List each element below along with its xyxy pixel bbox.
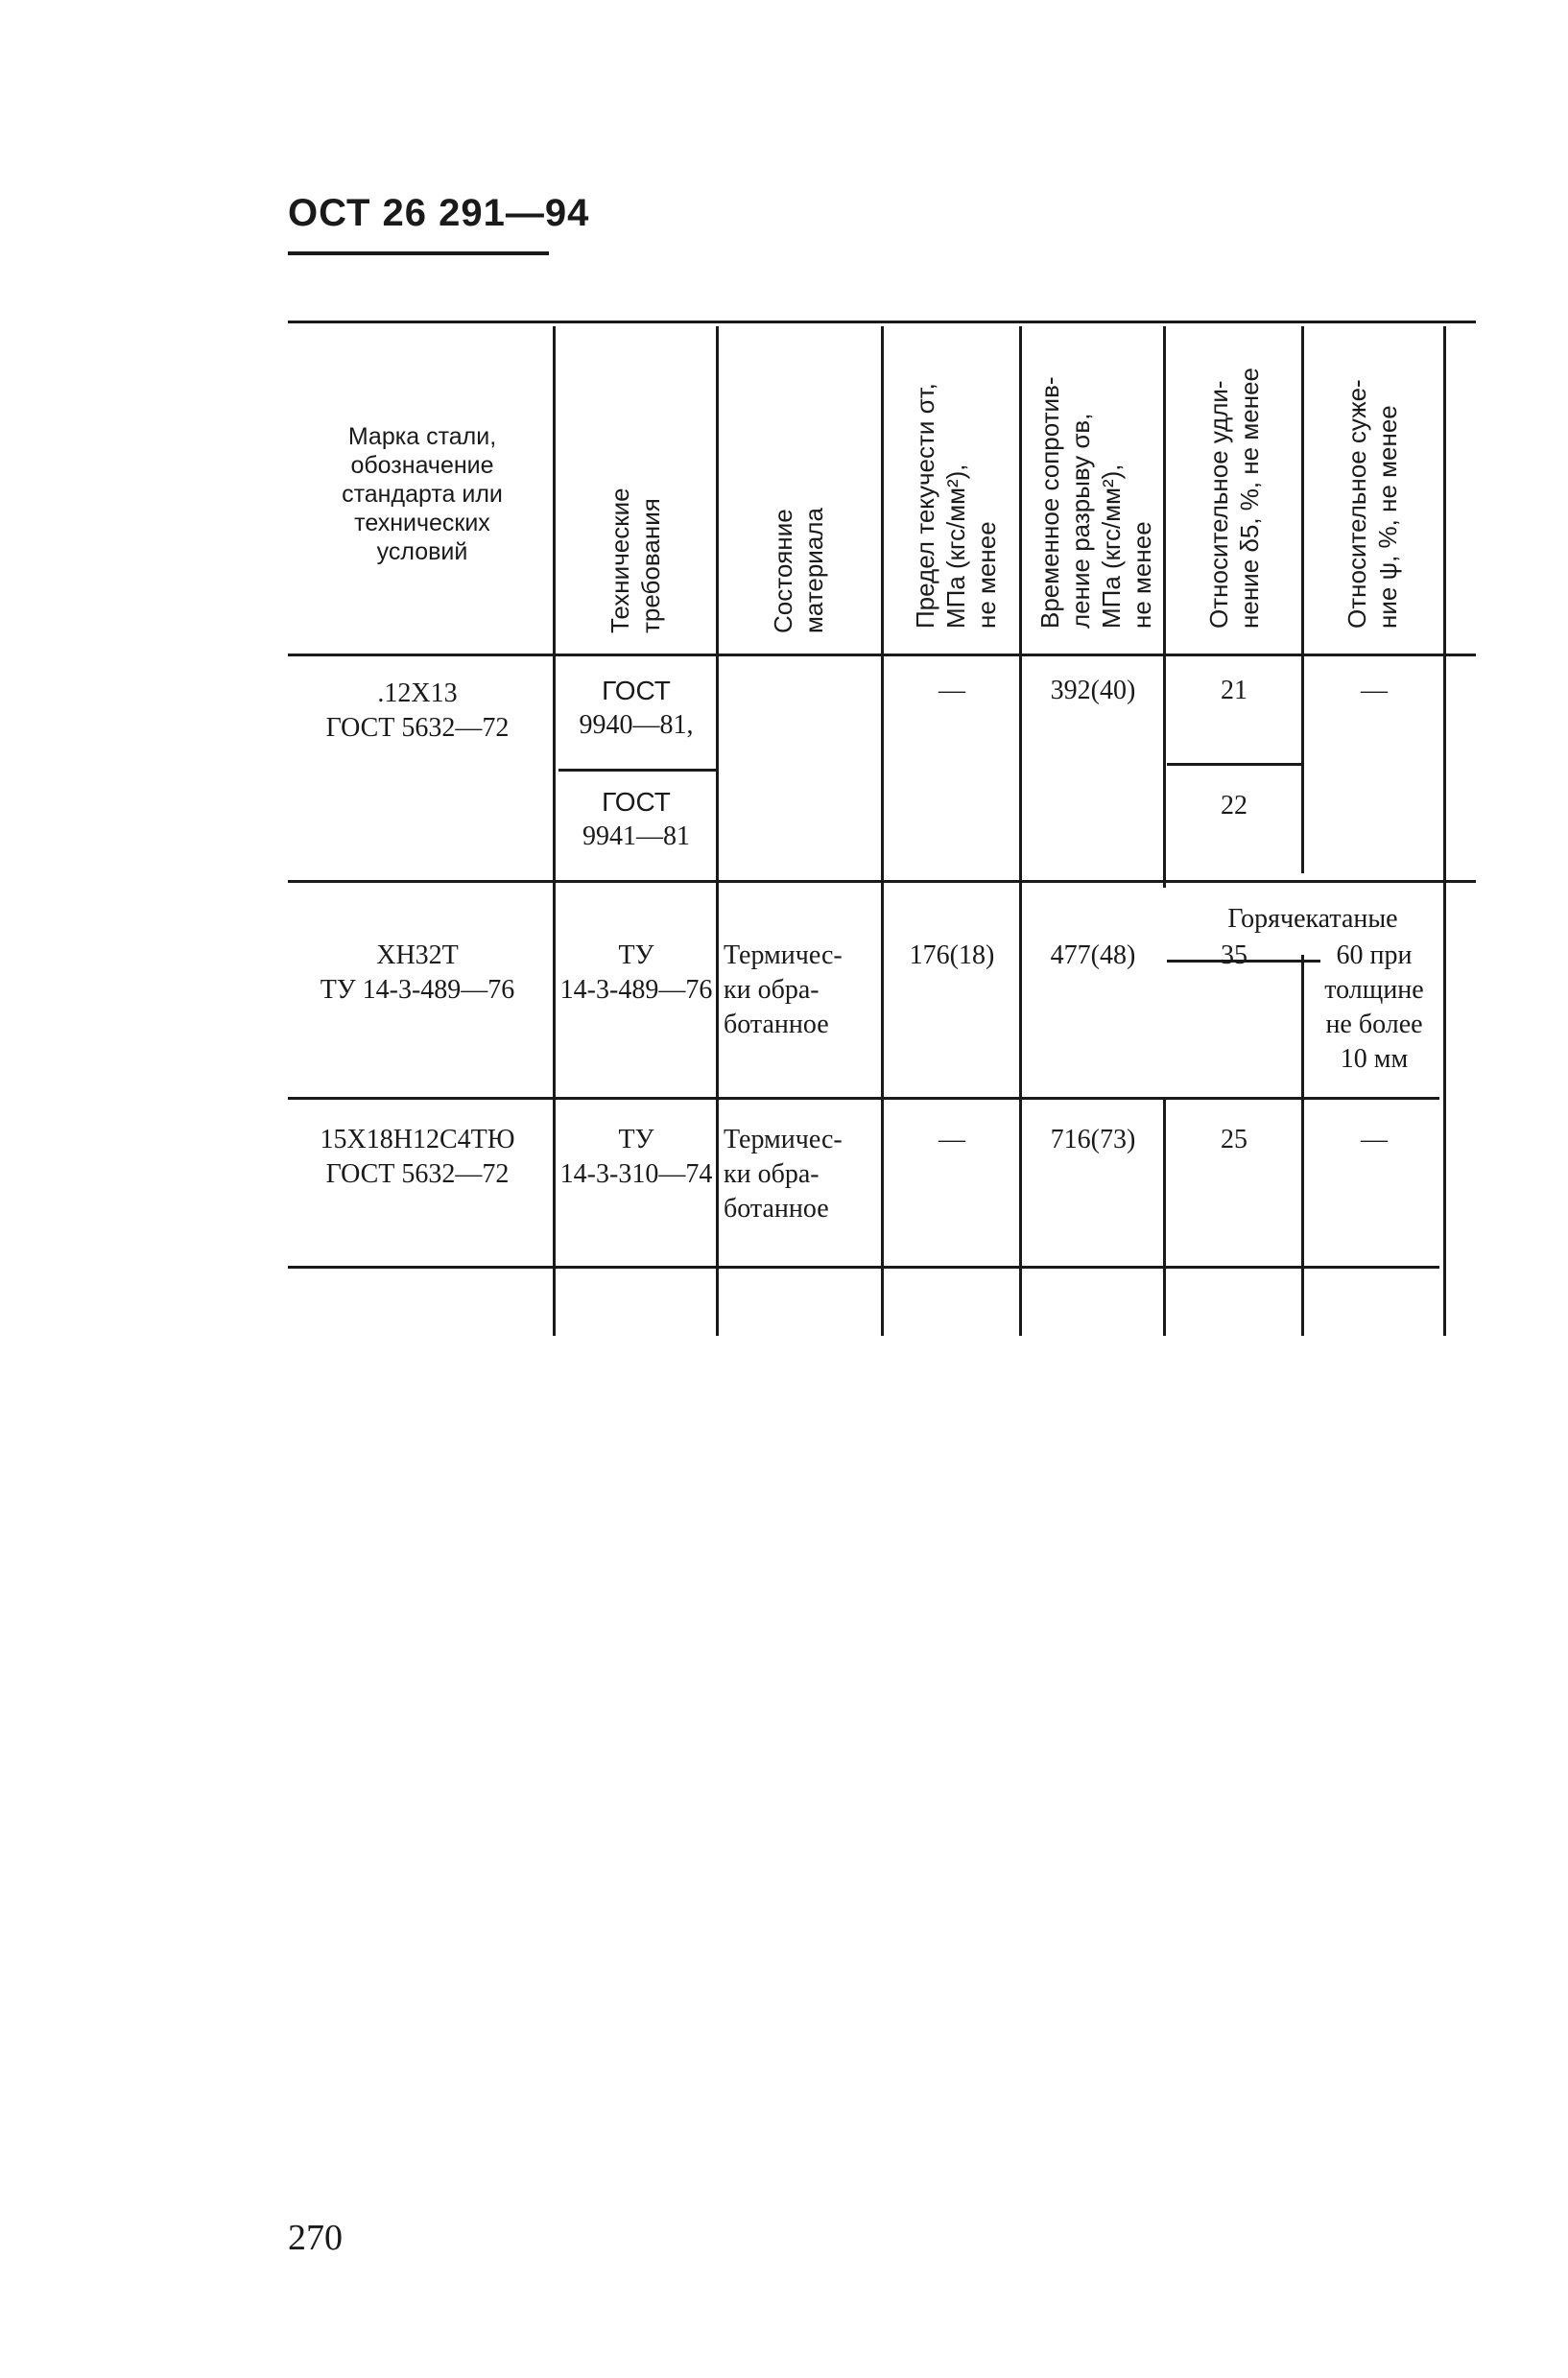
col-divider-6c: [1301, 1097, 1304, 1336]
col-divider-5b: [1163, 1097, 1166, 1336]
row3-grade: 15Х18Н12С4ТЮ ГОСТ 5632—72: [320, 1125, 515, 1189]
header-underline: [288, 251, 549, 255]
col-divider-2: [716, 326, 719, 1336]
row1-grade: .12Х13 ГОСТ 5632—72: [325, 678, 510, 743]
row3-state: Термичес- ки обра- ботанное: [724, 1125, 843, 1224]
col-divider-6: [1301, 326, 1304, 873]
header-yield: Предел текучести σт, МПа (кгс/мм²), не менее: [911, 383, 1001, 629]
row3-elongation: 25: [1221, 1125, 1247, 1154]
col-divider-4: [1019, 326, 1022, 1336]
header-tech: Технические требования: [606, 487, 665, 633]
row1-elongation-a: 21: [1221, 676, 1247, 705]
row2-span-note: Горячекатаные: [1227, 904, 1398, 934]
col-divider-3: [881, 326, 884, 1336]
row1-yield: —: [938, 676, 965, 705]
page-number: 270: [288, 2218, 343, 2258]
row2-state: Термичес- ки обра- ботанное: [724, 940, 843, 1039]
row2-tensile: 477(48): [1050, 940, 1136, 970]
row1-elongation-b: 22: [1221, 791, 1247, 820]
table-top-border: [288, 321, 1476, 323]
row2-elongation: 35: [1221, 940, 1247, 970]
row2-tech: ТУ 14-3-489—76: [559, 940, 713, 1005]
col-divider-1: [553, 326, 556, 1336]
header-elongation: Относительное удли- нение δ5, %, не менее: [1204, 368, 1264, 629]
row2-grade: ХН32Т ТУ 14-3-489—76: [320, 940, 515, 1005]
table-right-border: [1443, 326, 1446, 1336]
row3-tech: ТУ 14-3-310—74: [559, 1125, 713, 1189]
row3-bottom-border: [288, 1266, 1439, 1269]
row1-sub-divider-elong: [1167, 763, 1303, 766]
col-divider-5: [1163, 326, 1166, 888]
row2-bottom-border: [288, 1097, 1439, 1100]
row3-narrowing: —: [1361, 1125, 1388, 1154]
header-narrowing: Относительное суже- ние ψ, %, не менее: [1342, 379, 1402, 629]
document-header: ОСТ 26 291—94: [288, 192, 590, 234]
header-state: Состояние материала: [769, 508, 828, 633]
row3-yield: —: [938, 1125, 965, 1154]
header-grade: Марка стали, обозначение стандарта или технических условий: [342, 423, 503, 565]
header-tensile: Временное сопротив- ление разрыву σв, МПа (кгс/мм²), не менее: [1035, 376, 1156, 629]
col-divider-6b: [1301, 955, 1304, 1097]
row1-tech-a: ГОСТ 9940—81,: [579, 676, 694, 740]
row1-tech-b: ГОСТ 9941—81: [582, 787, 690, 851]
row1-tensile: 392(40): [1050, 676, 1136, 705]
row1-narrowing: —: [1361, 676, 1388, 705]
row2-yield: 176(18): [909, 940, 995, 970]
row1-sub-divider-tech: [558, 769, 717, 772]
row2-narrowing: 60 при толщине не более 10 мм: [1324, 940, 1424, 1074]
row3-tensile: 716(73): [1050, 1125, 1136, 1154]
